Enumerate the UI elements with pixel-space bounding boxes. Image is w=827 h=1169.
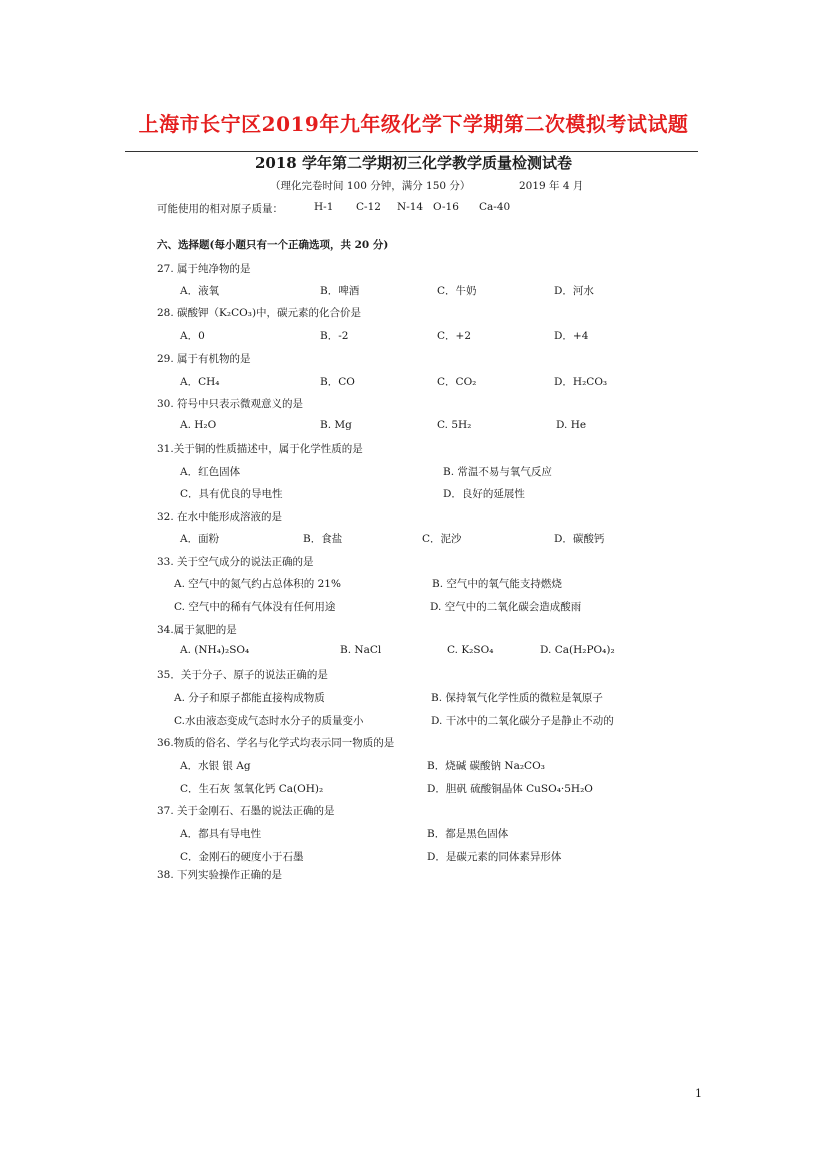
question-option: C．泥沙 [422, 533, 462, 545]
question-option: C．生石灰 氢氧化钙 Ca(OH)₂ [180, 783, 324, 795]
question-stem: 33. 关于空气成分的说法正确的是 [157, 556, 314, 568]
atomic-mass-item: H-1 [314, 201, 334, 213]
question-option: A．CH₄ [180, 376, 220, 388]
question-option: D．+4 [554, 330, 589, 342]
question-option: C．具有优良的导电性 [180, 488, 283, 500]
question-stem: 37. 关于金刚石、石墨的说法正确的是 [157, 805, 335, 817]
question-stem: 27. 属于纯净物的是 [157, 263, 251, 275]
question-option: B．-2 [320, 330, 349, 342]
page-number: 1 [695, 1087, 702, 1100]
question-option: B. Mg [320, 419, 352, 431]
question-option: A. H₂O [180, 419, 217, 431]
question-option: C.水由液态变成气态时水分子的质量变小 [174, 715, 364, 727]
question-option: B．啤酒 [320, 285, 360, 297]
question-option: D. Ca(H₂PO₄)₂ [540, 644, 615, 656]
atomic-masses-label: 可能使用的相对原子质量： [157, 203, 283, 215]
question-option: A．水银 银 Ag [180, 760, 251, 772]
question-option: B．烧碱 碳酸钠 Na₂CO₃ [427, 760, 545, 772]
question-option: D．胆矾 硫酸铜晶体 CuSO₄·5H₂O [427, 783, 593, 795]
question-option: D．H₂CO₃ [554, 376, 608, 388]
question-option: D．是碳元素的同体素异形体 [427, 851, 562, 863]
document-main-title: 上海市长宁区2019年九年级化学下学期第二次模拟考试试题 [138, 112, 689, 136]
question-option: C．+2 [437, 330, 472, 342]
question-option: D．河水 [554, 285, 594, 297]
question-option: D. 干冰中的二氧化碳分子是静止不动的 [431, 715, 614, 727]
question-option: B．食盐 [303, 533, 343, 545]
question-option: D．良好的延展性 [443, 488, 525, 500]
question-stem: 30. 符号中只表示微观意义的是 [157, 398, 304, 410]
question-stem: 32. 在水中能形成溶液的是 [157, 511, 283, 523]
question-option: B. 常温不易与氧气反应 [443, 466, 552, 478]
exam-date: 2019 年 4 月 [519, 180, 584, 192]
question-option: C. 5H₂ [437, 419, 472, 431]
exam-title: 2018 学年第二学期初三化学教学质量检测试卷 [255, 154, 572, 172]
question-stem: 38. 下列实验操作正确的是 [157, 869, 283, 881]
question-option: B．都是黑色固体 [427, 828, 509, 840]
question-option: C. K₂SO₄ [447, 644, 494, 656]
question-option: D．碳酸钙 [554, 533, 605, 545]
question-option: C．CO₂ [437, 376, 477, 388]
question-option: C．金刚石的硬度小于石墨 [180, 851, 304, 863]
question-option: B. NaCl [340, 644, 382, 656]
question-option: C. 空气中的稀有气体没有任何用途 [174, 601, 336, 613]
question-stem: 28. 碳酸钾（K₂CO₃)中，碳元素的化合价是 [157, 307, 362, 319]
question-option: B. 空气中的氧气能支持燃烧 [432, 578, 562, 590]
exam-info: （理化完卷时间 100 分钟，满分 150 分） [270, 180, 471, 192]
question-option: C．牛奶 [437, 285, 477, 297]
question-stem: 29. 属于有机物的是 [157, 353, 251, 365]
atomic-mass-item: Ca-40 [479, 201, 511, 213]
question-stem: 31.关于铜的性质描述中，属于化学性质的是 [157, 443, 363, 455]
question-option: D. He [556, 419, 587, 431]
question-option: A. 空气中的氮气约占总体积的 21% [174, 578, 341, 590]
question-option: D. 空气中的二氧化碳会造成酸雨 [430, 601, 582, 613]
question-option: A．液氧 [180, 285, 220, 297]
atomic-mass-item: C-12 [356, 201, 381, 213]
question-stem: 36.物质的俗名、学名与化学式均表示同一物质的是 [157, 737, 395, 749]
question-option: A．面粉 [180, 533, 220, 545]
atomic-mass-item: N-14 [397, 201, 424, 213]
question-stem: 35．关于分子、原子的说法正确的是 [157, 669, 328, 681]
question-option: B．CO [320, 376, 355, 388]
question-option: A．都具有导电性 [180, 828, 262, 840]
question-stem: 34.属于氮肥的是 [157, 624, 237, 636]
question-option: A. (NH₄)₂SO₄ [180, 644, 250, 656]
atomic-mass-item: O-16 [433, 201, 459, 213]
question-option: A. 分子和原子都能直接构成物质 [174, 692, 325, 704]
question-option: A．红色固体 [180, 466, 241, 478]
question-option: B. 保持氧气化学性质的微粒是氧原子 [431, 692, 603, 704]
question-option: A．0 [180, 330, 205, 342]
section-heading: 六、选择题(每小题只有一个正确选项，共 20 分) [157, 239, 389, 251]
